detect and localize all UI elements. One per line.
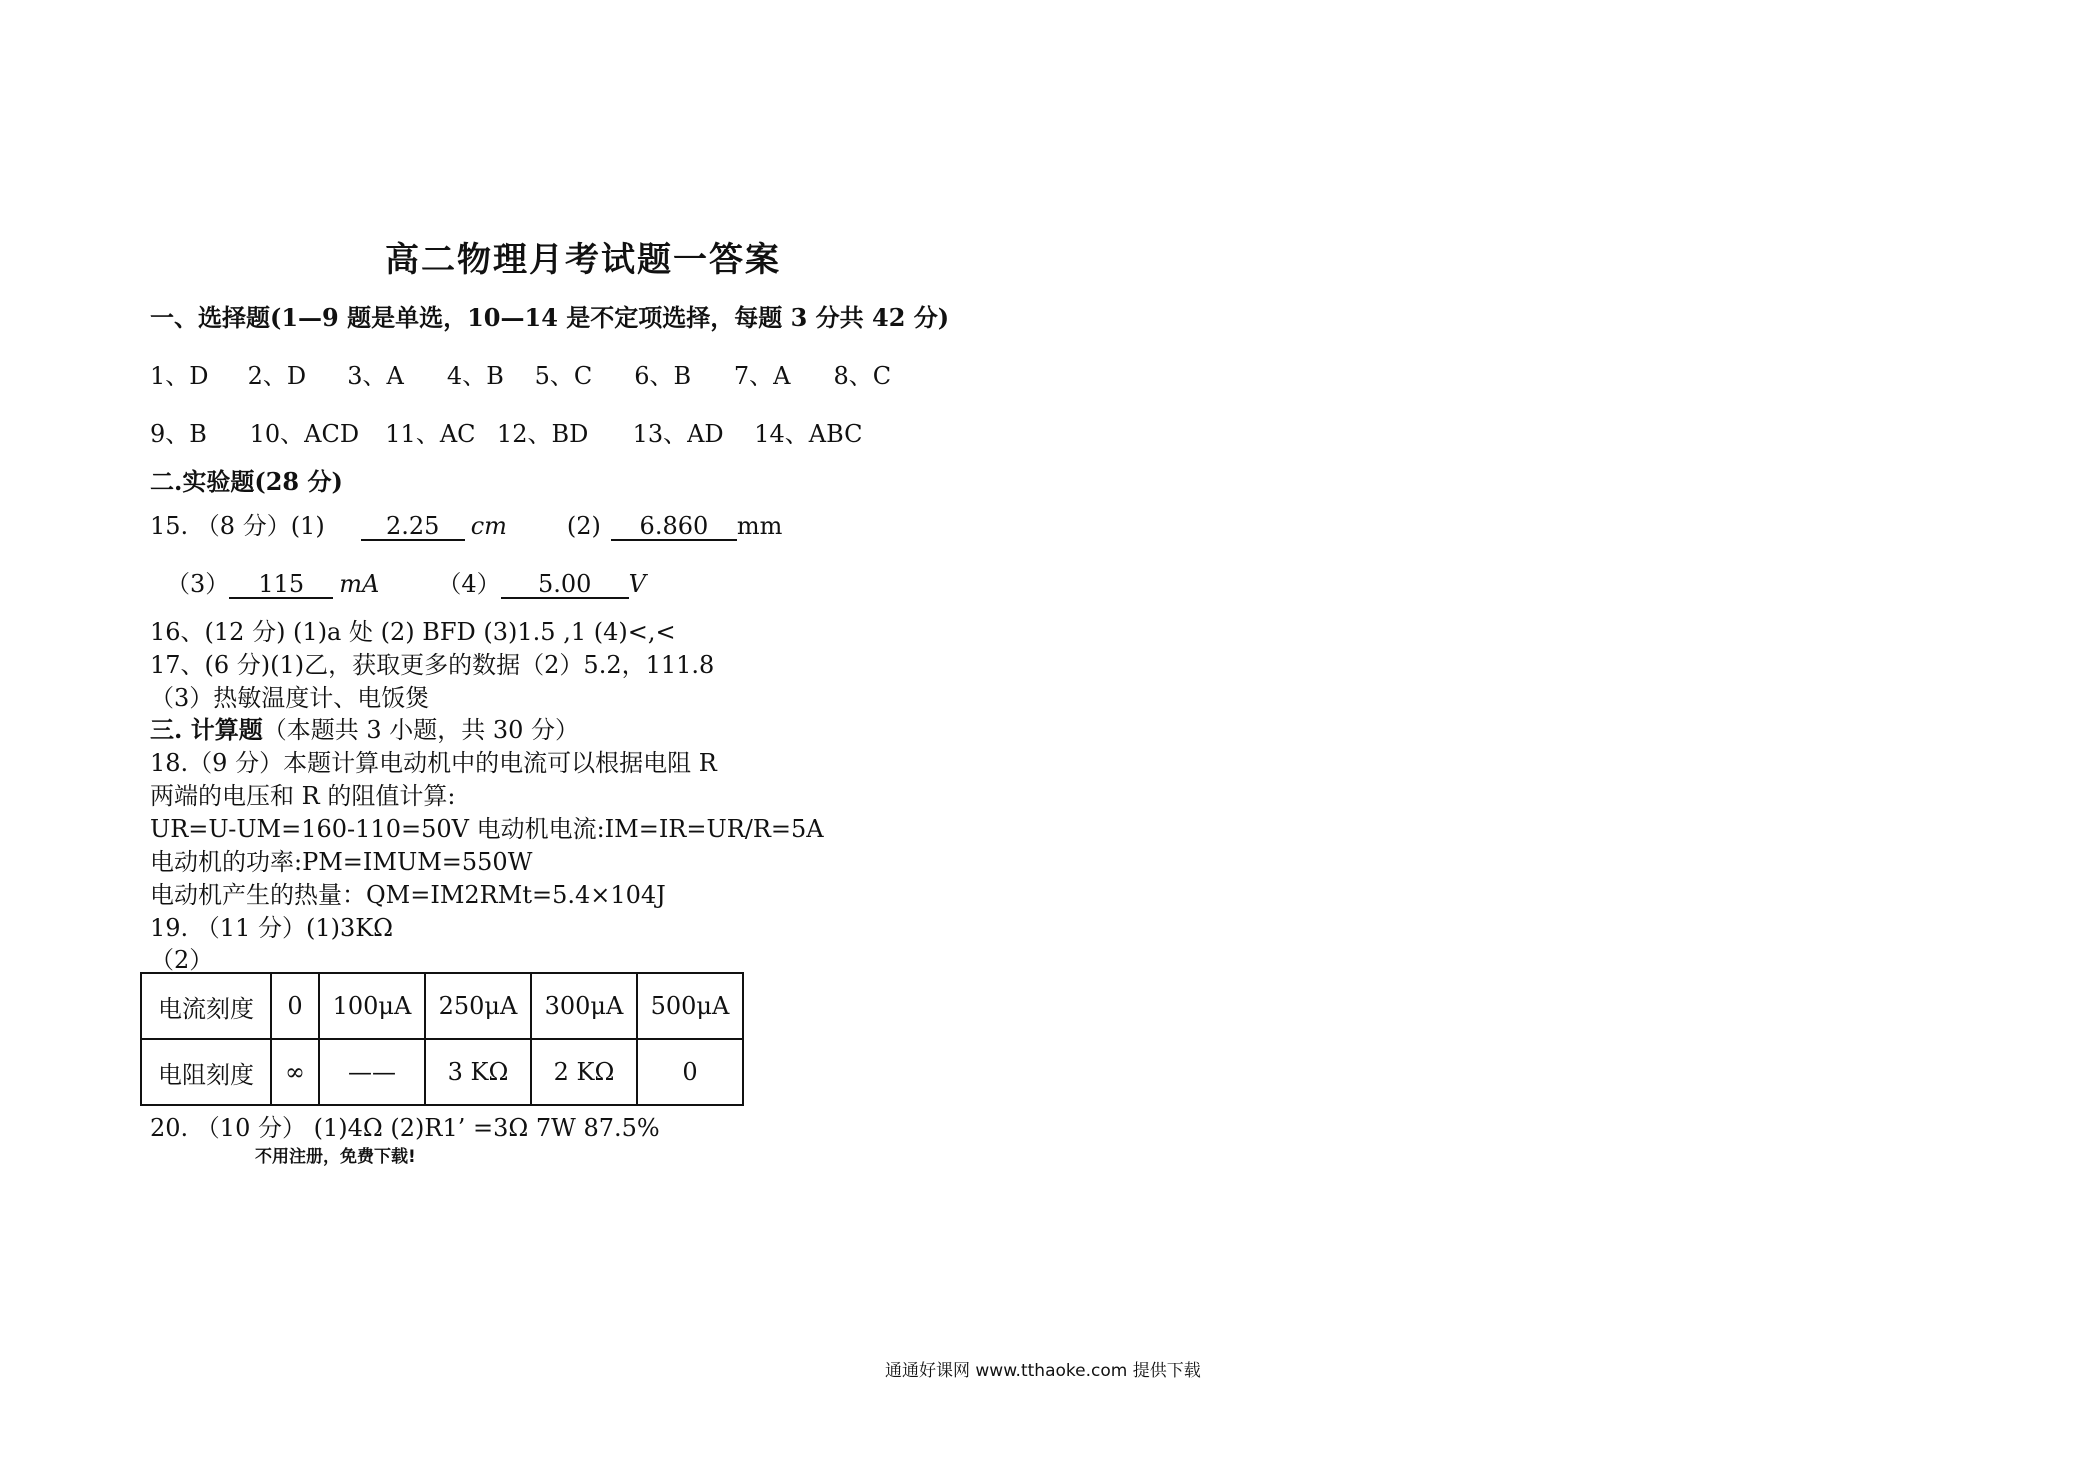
table-cell: 电阻刻度: [141, 1039, 271, 1105]
q15-unit-4: V: [628, 570, 646, 598]
section3-heading-bold: 三. 计算题: [150, 715, 263, 744]
q18-line: UR=U-UM=160-110=50V 电动机电流:IM=IR=UR/R=5A: [150, 815, 824, 843]
table-row: [141, 973, 743, 1039]
table-cell: 300μA: [531, 973, 637, 1039]
table-row: [141, 1039, 743, 1105]
q15-line2: [166, 564, 646, 599]
table-cell: 0: [637, 1039, 743, 1105]
table-cell: 3 KΩ: [425, 1039, 531, 1105]
answer-13: 13、AD: [632, 420, 724, 448]
q16-answer: 16、(12 分) (1)a 处 (2) BFD (3)1.5 ,1 (4)<,<: [150, 618, 676, 646]
answer-8: 8、C: [833, 362, 892, 390]
q15-answer-1: 2.25: [361, 514, 465, 541]
page-footer: 通通好课网 www.tthaoke.com 提供下载: [885, 1361, 1201, 1381]
q15-answer-2: 6.860: [611, 514, 737, 541]
answer-1: 1、D: [150, 362, 209, 390]
q15-unit-1: cm: [470, 512, 507, 540]
q15-part4-label: （4）: [437, 570, 501, 598]
section3-heading: [150, 710, 579, 745]
q15-prefix: 15. （8 分）(1): [150, 512, 325, 540]
q17-answer-line1: 17、(6 分)(1)乙，获取更多的数据（2）5.2，111.8: [150, 651, 715, 679]
table-cell: 0: [271, 973, 319, 1039]
section3-heading-rest: （本题共 3 小题，共 30 分）: [262, 716, 580, 744]
answer-12: 12、BD: [496, 420, 589, 448]
answer-2: 2、D: [247, 362, 307, 390]
q19-line2: （2）: [150, 946, 214, 974]
table-cell: ——: [319, 1039, 425, 1105]
answer-4: 4、B: [446, 362, 504, 390]
q20-answer: 20. （10 分） (1)4Ω (2)R1’ =3Ω 7W 87.5%: [150, 1114, 660, 1142]
q15-part2-label: (2): [566, 512, 601, 540]
download-note: 不用注册，免费下载!: [255, 1147, 416, 1167]
answer-6: 6、B: [634, 362, 692, 390]
table-cell: 100μA: [319, 973, 425, 1039]
q18-line: 电动机产生的热量：QM=IM2RMt=5.4×104J: [150, 881, 666, 909]
ohmmeter-scale-table: [140, 972, 744, 1106]
mc-answers-row2: [150, 414, 863, 449]
q15-answer-3: 115: [229, 572, 333, 599]
table-cell: 电流刻度: [141, 973, 271, 1039]
section1-heading: 一、选择题(1—9 题是单选，10—14 是不定项选择，每题 3 分共 42 分): [150, 303, 950, 332]
answer-9: 9、B: [150, 420, 207, 448]
q15-line1: [150, 506, 782, 541]
page-title: 高二物理月考试题一答案: [385, 240, 781, 280]
q19-line1: 19. （11 分）(1)3KΩ: [150, 914, 394, 942]
table-cell: 2 KΩ: [531, 1039, 637, 1105]
q17-answer-line2: （3）热敏温度计、电饭煲: [150, 684, 430, 712]
q18-line: 电动机的功率:PM=IMUM=550W: [150, 848, 533, 876]
answer-3: 3、A: [347, 362, 404, 390]
mc-answers-row1: [150, 356, 893, 391]
answer-5: 5、C: [534, 362, 593, 390]
q18-line: 两端的电压和 R 的阻值计算:: [150, 782, 456, 810]
q15-unit-2: mm: [736, 512, 783, 540]
answer-7: 7、A: [733, 362, 791, 390]
table-cell: 250μA: [425, 973, 531, 1039]
q15-answer-4: 5.00: [501, 572, 629, 599]
q15-unit-3: mA: [339, 570, 380, 598]
q18-line: 18.（9 分）本题计算电动机中的电流可以根据电阻 R: [150, 749, 717, 777]
answer-10: 10、ACD: [249, 420, 360, 448]
table-cell: 500μA: [637, 973, 743, 1039]
q15-part3-label: （3）: [166, 570, 230, 598]
answer-11: 11、AC: [385, 420, 476, 448]
answer-14: 14、ABC: [754, 420, 863, 448]
section2-heading: 二.实验题(28 分): [150, 467, 343, 496]
table-cell: ∞: [271, 1039, 319, 1105]
